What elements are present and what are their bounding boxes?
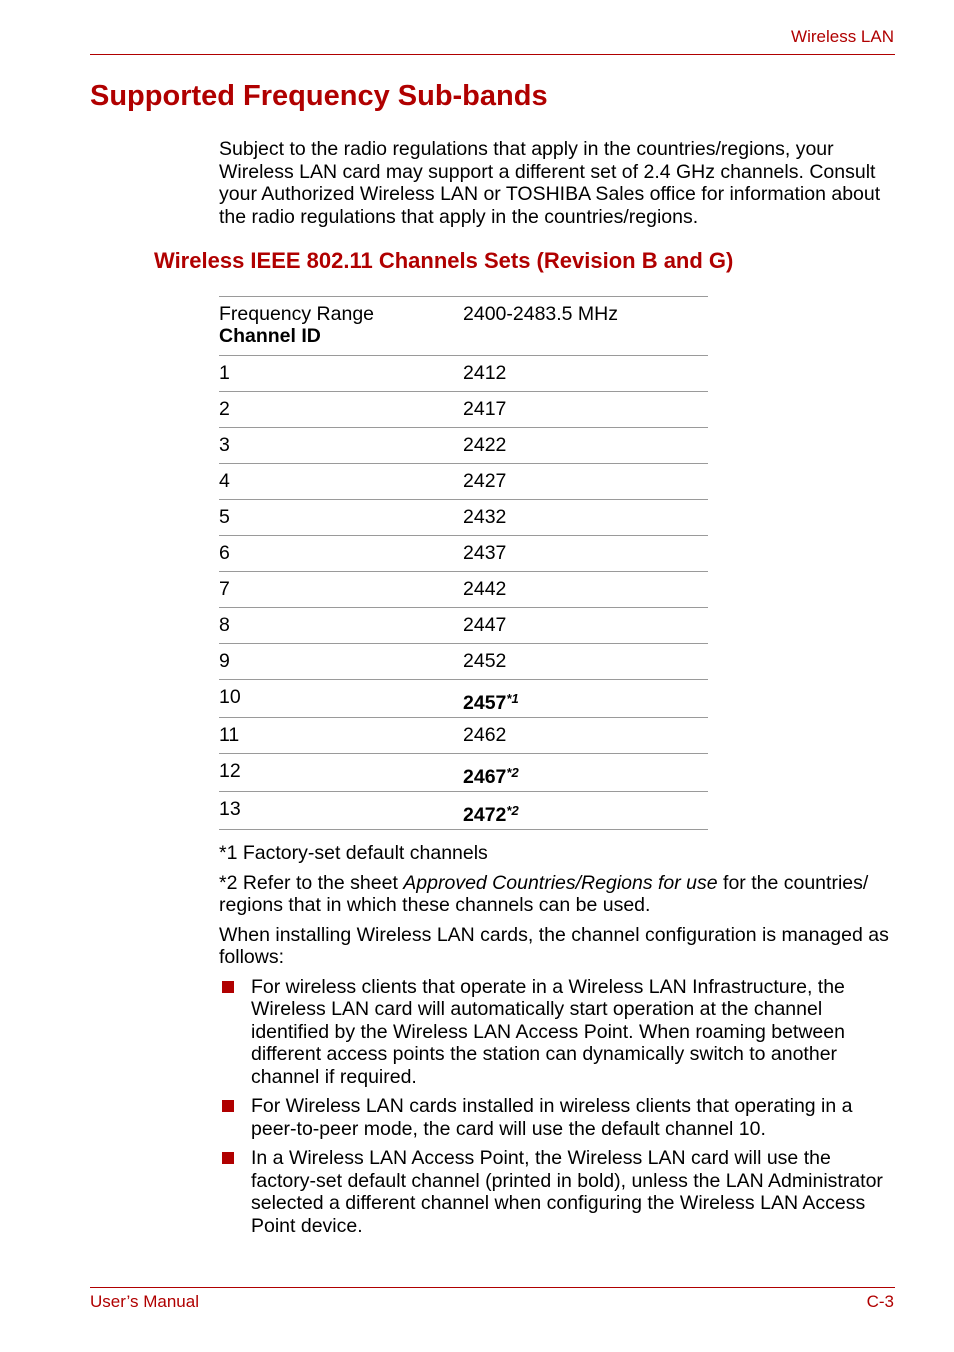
channel-frequency-cell: 2442 — [463, 578, 507, 600]
channel-frequency-cell: 2432 — [463, 506, 507, 528]
table-row-default-channel — [219, 680, 708, 718]
channel-frequency-cell: 2417 — [463, 398, 507, 420]
channel-frequency-cell — [463, 680, 708, 718]
table-row — [219, 428, 708, 464]
list-item-text: For wireless clients that operate in a Wireless LAN Infrastructure, the Wireless LAN card will automatically start operation at the channel identified by the Wireless LAN Access Point. When roaming between different access points the station can dynamically switch to another channel if required. — [251, 975, 845, 1088]
square-bullet-icon — [222, 1152, 234, 1164]
channel-frequency-cell: 2412 — [463, 362, 507, 384]
channel-id-label: Channel ID — [219, 325, 321, 347]
frequency-range-value: 2400-2483.5 MHz — [463, 303, 619, 325]
configuration-list — [219, 976, 899, 1238]
channel-frequency-cell: 2427 — [463, 470, 507, 492]
table-header-label-cell — [219, 297, 463, 356]
channel-frequency-cell: 2462 — [463, 724, 507, 746]
channel-id-cell: 11 — [219, 724, 240, 746]
channel-table — [219, 296, 708, 830]
table-row — [219, 718, 708, 754]
channel-frequency-cell — [463, 792, 708, 830]
table-row-restricted-channel — [219, 754, 708, 792]
channel-id-cell: 10 — [219, 686, 241, 708]
footnote-marker: *2 — [506, 803, 519, 818]
channel-frequency-cell — [463, 754, 708, 792]
footer-manual-title: User’s Manual — [90, 1292, 199, 1311]
channel-id-cell: 9 — [219, 650, 230, 672]
frequency-number: 2467 — [463, 766, 507, 788]
channel-frequency-cell: 2447 — [463, 614, 507, 636]
channel-id-cell: 5 — [219, 506, 230, 528]
header-divider — [90, 54, 895, 55]
restricted-frequency-value — [463, 804, 519, 826]
running-header-section: Wireless LAN — [791, 27, 894, 46]
table-header-row — [219, 297, 708, 356]
table-row — [219, 608, 708, 644]
channel-id-cell: 3 — [219, 434, 230, 456]
intro-paragraph: Subject to the radio regulations that apply in the countries/regions, your Wireless LAN card may support a different set of 2.4 GHz channels. Consult your Authorized Wireless LAN or TOSHIBA Sales office for information about the radio regulations that apply in the countries/regions. — [219, 138, 881, 228]
footer-page-number: C-3 — [866, 1292, 894, 1311]
square-bullet-icon — [222, 1100, 234, 1112]
page-title: Supported Frequency Sub-bands — [90, 80, 548, 112]
table-row — [219, 500, 708, 536]
footnote-2 — [219, 872, 899, 917]
footnote-1: *1 Factory-set default channels — [219, 842, 488, 864]
installation-intro: When installing Wireless LAN cards, the channel configuration is managed as follows: — [219, 923, 889, 968]
channel-id-cell: 6 — [219, 542, 230, 564]
section-subheading: Wireless IEEE 802.11 Channels Sets (Revision B and G) — [154, 248, 734, 273]
list-item — [219, 1095, 899, 1140]
footnote-2-prefix: *2 Refer to the sheet — [219, 871, 404, 894]
channel-id-cell: 4 — [219, 470, 230, 492]
list-item — [219, 1147, 899, 1237]
channel-id-cell: 2 — [219, 398, 230, 420]
frequency-range-label: Frequency Range — [219, 303, 375, 325]
channel-id-cell: 13 — [219, 798, 241, 820]
channel-id-cell: 7 — [219, 578, 230, 600]
footnote-marker: *1 — [506, 691, 519, 706]
table-row — [219, 356, 708, 392]
frequency-number: 2472 — [463, 804, 507, 826]
table-row — [219, 644, 708, 680]
list-item-text: In a Wireless LAN Access Point, the Wireless LAN card will use the factory-set default channel (printed in bold), unless the LAN Administrator selected a different channel when configuring the Wireless LAN Access Point device. — [251, 1147, 883, 1237]
footnote-marker: *2 — [506, 765, 519, 780]
table-row — [219, 392, 708, 428]
frequency-number: 2457 — [463, 692, 507, 714]
footer-divider — [90, 1287, 895, 1288]
footnote-2-suffix: for the countries/ regions that in which these channels can be used. — [219, 871, 869, 916]
table-row — [219, 572, 708, 608]
square-bullet-icon — [222, 981, 234, 993]
table-row — [219, 464, 708, 500]
list-item-text: For Wireless LAN cards installed in wireless clients that operating in a peer-to-peer mode, the card will use the default channel 10. — [251, 1095, 853, 1140]
channel-id-cell: 1 — [219, 362, 230, 384]
default-frequency-value — [463, 692, 519, 714]
channel-frequency-cell: 2422 — [463, 434, 507, 456]
notes-section — [219, 842, 899, 1244]
channel-id-cell: 12 — [219, 760, 241, 782]
restricted-frequency-value — [463, 766, 519, 788]
channel-frequency-cell: 2452 — [463, 650, 507, 672]
table-row — [219, 536, 708, 572]
list-item — [219, 976, 899, 1089]
table-row-restricted-channel — [219, 792, 708, 830]
footnote-2-document-reference: Approved Countries/Regions for use — [403, 871, 718, 894]
channel-id-cell: 8 — [219, 614, 230, 636]
channel-frequency-cell: 2437 — [463, 542, 507, 564]
